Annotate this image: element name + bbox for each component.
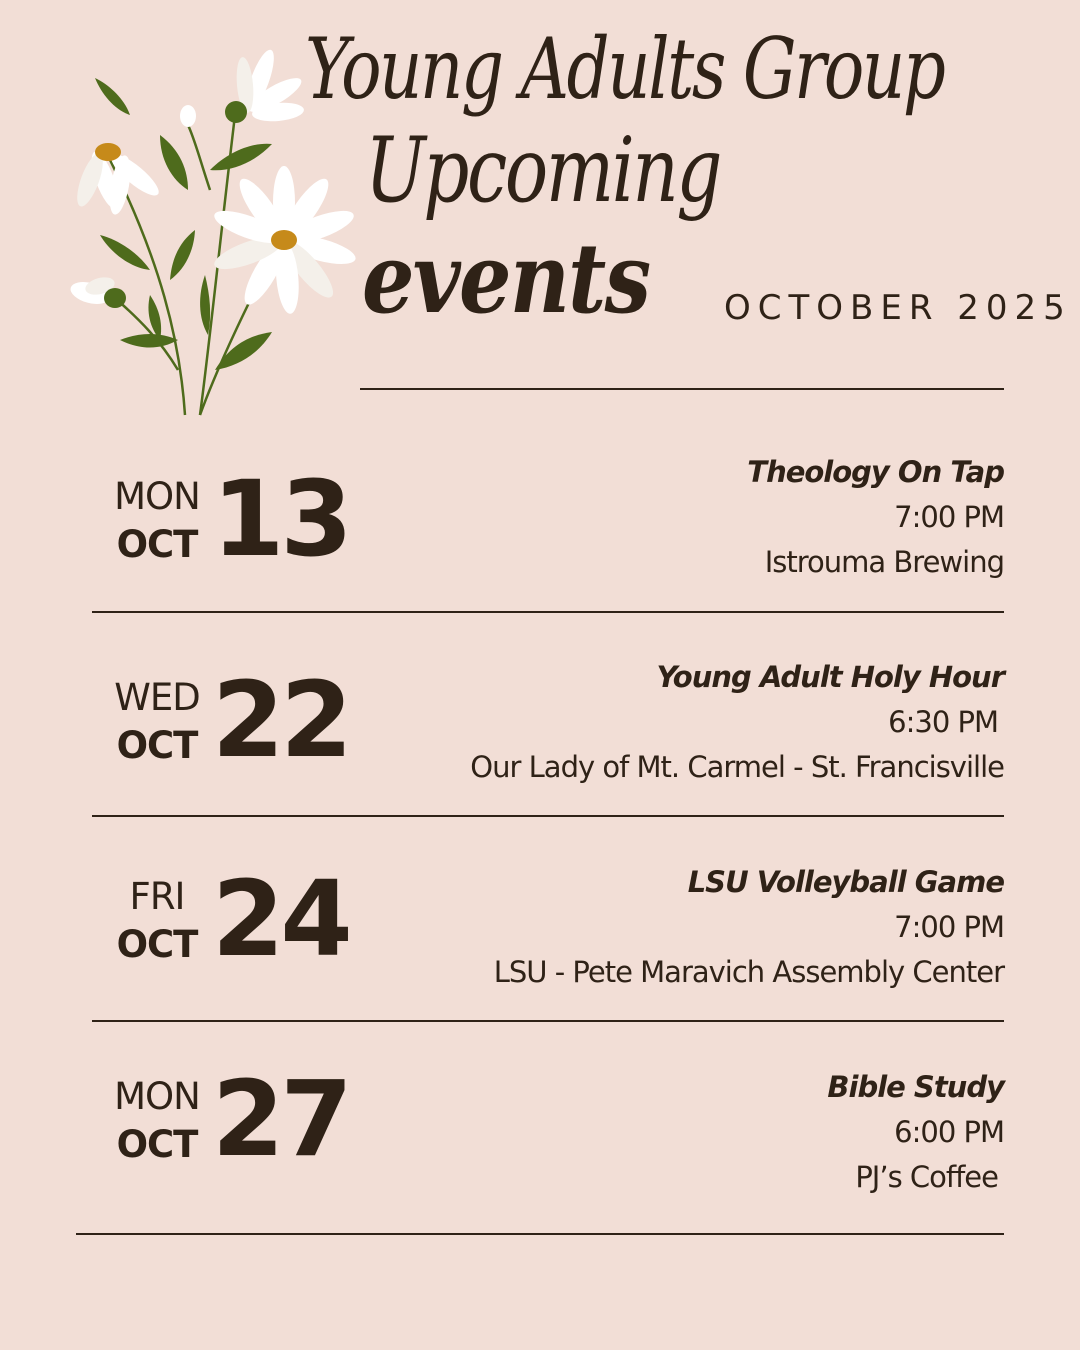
event-item [92, 660, 1004, 840]
event-item [92, 1058, 1004, 1250]
event-name: LSU Volleyball Game [687, 865, 1004, 899]
event-day: 24 [212, 858, 349, 980]
event-weekday: MON [114, 475, 200, 518]
event-name: Bible Study [827, 1070, 1004, 1104]
event-name: Young Adult Holy Hour [656, 660, 1004, 694]
event-month: OCT [116, 1123, 198, 1166]
event-month: OCT [116, 523, 198, 566]
event-day: 22 [212, 659, 349, 781]
event-item [92, 858, 1004, 1045]
event-item [92, 455, 1004, 635]
event-weekday: WED [114, 676, 200, 719]
title-line-1: Young Adults Group [305, 20, 944, 118]
event-day: 27 [212, 1058, 349, 1180]
event-name: Theology On Tap [747, 455, 1004, 489]
event-time: 7:00 PM [894, 910, 1004, 944]
event-month: OCT [116, 724, 198, 767]
event-time: 7:00 PM [894, 500, 1004, 534]
event-location: Our Lady of Mt. Carmel - St. Francisville [470, 750, 1004, 784]
event-time: 6:30 PM [888, 705, 998, 739]
event-location: LSU - Pete Maravich Assembly Center [493, 955, 1004, 989]
title-line-3: events [362, 222, 650, 335]
month-label: OCTOBER 2025 [724, 288, 1072, 328]
event-month: OCT [116, 923, 198, 966]
event-time: 6:00 PM [894, 1115, 1004, 1149]
title-line-2: Upcoming [365, 118, 721, 223]
event-day: 13 [212, 458, 349, 580]
divider-top [360, 388, 1004, 390]
event-weekday: FRI [129, 875, 185, 918]
event-weekday: MON [114, 1075, 200, 1118]
event-location: PJ’s Coffee [855, 1160, 998, 1194]
event-location: Istrouma Brewing [764, 545, 1004, 579]
